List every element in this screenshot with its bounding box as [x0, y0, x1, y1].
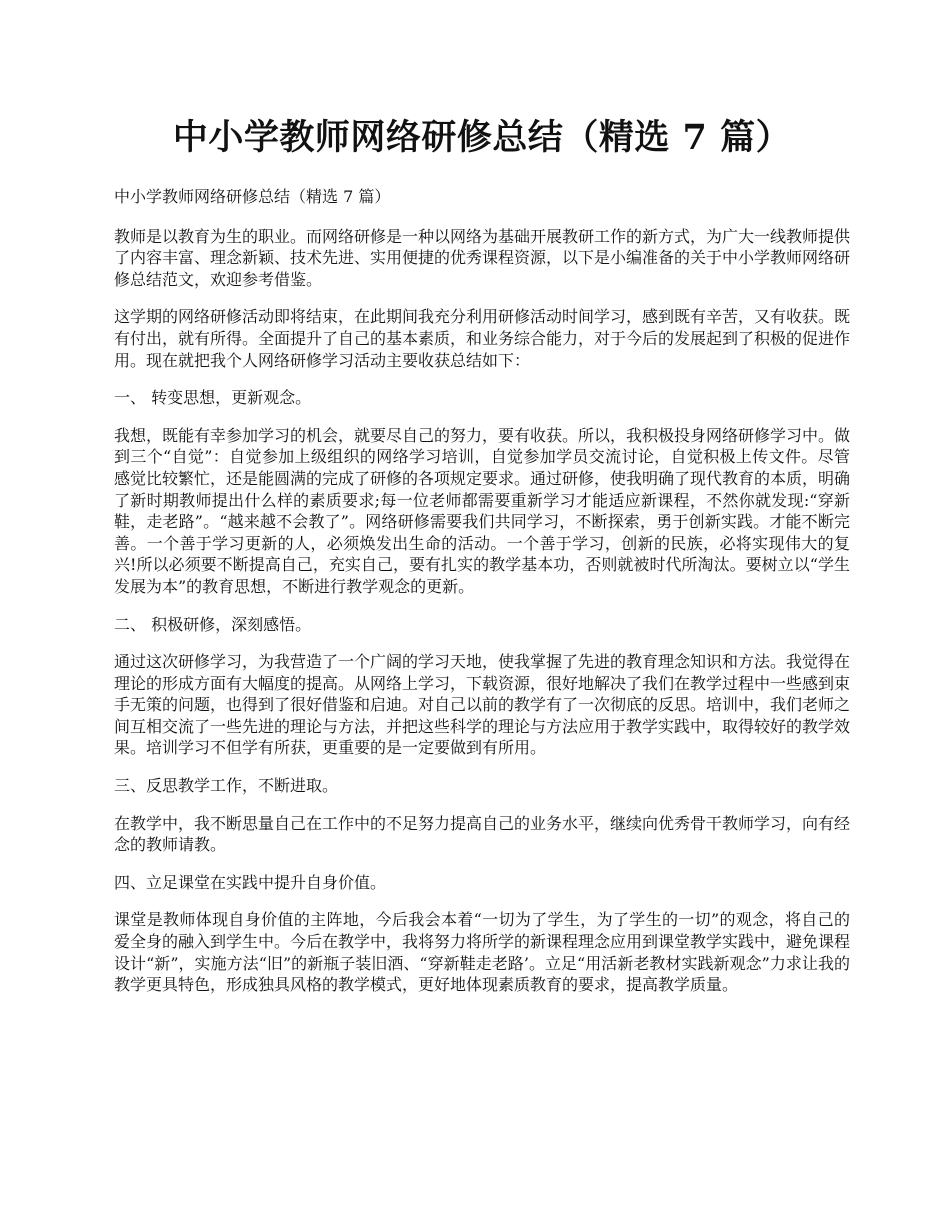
paragraph-section-2: 通过这次研修学习，为我营造了一个广阔的学习天地，使我掌握了先进的教育理念知识和方法。我觉得在理论的形成方面有大幅度的提高。从网络上学习，下载资源，很好地解决了我们在教学过程中一些感到束手无策的问题，也得到了很好借鉴和启迪。对自己以前的教学有了一次彻底的反思。培训中，我们老师之间互相交流了一些先进的理论与方法，并把这些科学的理论与方法应用于教学实践中，取得较好的教学效果。培训学习不但学有所获，更重要的是一定要做到有所用。	[114, 652, 851, 758]
section-heading-2: 二、 积极研修，深刻感悟。	[114, 614, 312, 634]
document-subtitle: 中小学教师网络研修总结（精选 7 篇）	[114, 187, 391, 206]
document-title: 中小学教师网络研修总结（精选 7 篇）	[172, 117, 792, 158]
section-heading-4: 四、立足课堂在实践中提升自身价值。	[114, 872, 387, 892]
section-heading-1: 一、 转变思想，更新观念。	[114, 388, 312, 408]
paragraph-section-3: 在教学中，我不断思量自己在工作中的不足努力提高自己的业务水平，继续向优秀骨干教师学习，向有经念的教师请教。	[114, 813, 851, 855]
section-heading-3: 三、反思教学工作，不断进取。	[114, 776, 339, 796]
document-page	[114, 112, 850, 1012]
paragraph-intro: 教师是以教育为生的职业。而网络研修是一种以网络为基础开展教研工作的新方式，为广大一线教师提供了内容丰富、理念新颖、技术先进、实用便捷的优秀课程资源，以下是小编准备的关于中小学教师网络研修总结范文，欢迎参考借鉴。	[114, 226, 851, 289]
paragraph-summary-intro: 这学期的网络研修活动即将结束，在此期间我充分利用研修活动时间学习，感到既有辛苦，又有收获。既有付出，就有所得。全面提升了自己的基本素质，和业务综合能力，对于今后的发展起到了积极的促进作用。现在就把我个人网络研修学习活动主要收获总结如下：	[114, 307, 851, 370]
paragraph-section-4: 课堂是教师体现自身价值的主阵地，今后我会本着“一切为了学生，为了学生的一切”的观念，将自己的爱全身的融入到学生中。今后在教学中，我将努力将所学的新课程理念应用到课堂教学实践中，避免课程设计“新”，实施方法“旧”的新瓶子装旧酒、“穿新鞋走老路’。立足“用活新老教材实践新观念”力求让我的教学更具特色，形成独具风格的教学模式，更好地体现素质教育的要求，提高教学质量。	[114, 910, 851, 995]
paragraph-section-1: 我想，既能有幸参加学习的机会，就要尽自己的努力，要有收获。所以，我积极投身网络研修学习中。做到三个“自觉”：自觉参加上级组织的网络学习培训，自觉参加学员交流讨论，自觉积极上传文件。尽管感觉比较繁忙，还是能圆满的完成了研修的各项规定要求。通过研修，使我明确了现代教育的本质，明确了新时期教师提出什么样的素质要求;每一位老师都需要重新学习才能适应新课程，不然你就发现:“穿新鞋，走老路”。“越来越不会教了”。网络研修需要我们共同学习，不断探索，勇于创新实践。才能不断完善。一个善于学习更新的人，必须焕发出生命的活动。一个善于学习，创新的民族，必将实现伟大的复兴!所以必须要不断提高自己，充实自己，要有扎实的教学基本功，否则就被时代所淘汰。要树立以“学生发展为本”的教育思想，不断进行教学观念的更新。	[114, 425, 851, 596]
